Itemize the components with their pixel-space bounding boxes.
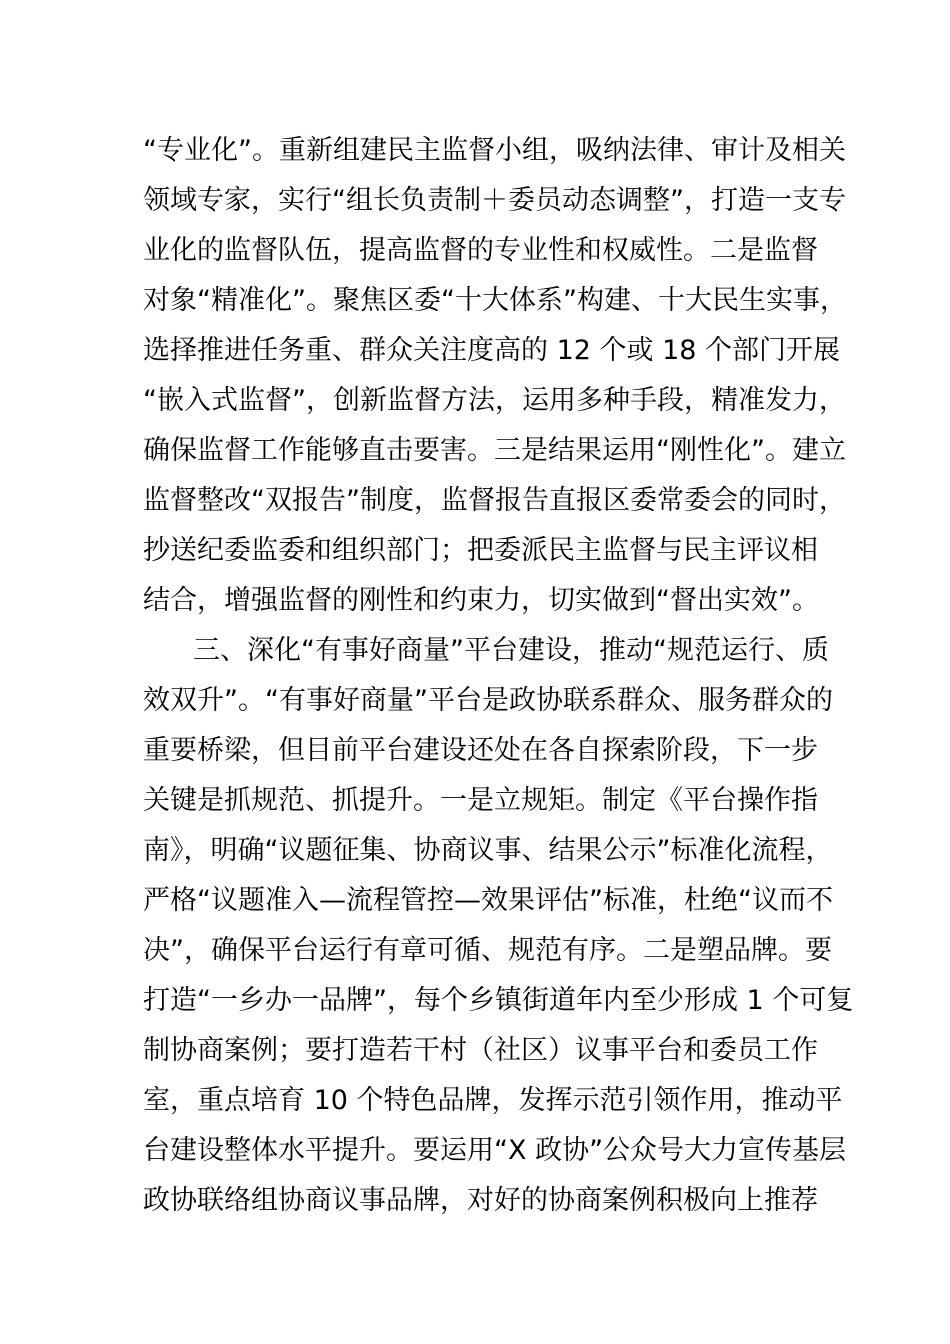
text-line: “专业化”。重新组建民主监督小组，吸纳法律、审计及相关 — [143, 135, 846, 166]
text-line: 监督整改“双报告”制度，监督报告直报区委常委会的同时， — [143, 485, 846, 516]
text-line: 结合，增强监督的刚性和约束力，切实做到“督出实效”。 — [143, 585, 819, 616]
text-line: 政协联络组协商议事品牌，对好的协商案例积极向上推荐 — [143, 1185, 818, 1216]
text-line: 制协商案例；要打造若干村（社区）议事平台和委员工作 — [143, 1035, 818, 1066]
text-line: 重要桥梁，但目前平台建设还处在各自探索阶段，下一步 — [143, 735, 818, 766]
text-line: 业化的监督队伍，提高监督的专业性和权威性。二是监督 — [143, 235, 818, 266]
document-body — [143, 126, 854, 1226]
text-line: 室，重点培育 10 个特色品牌，发挥示范引领作用，推动平 — [143, 1085, 843, 1116]
text-line: 关键是抓规范、抓提升。一是立规矩。制定《平台操作指 — [143, 785, 818, 816]
text-line: 严格“议题准入—流程管控—效果评估”标准，杜绝“议而不 — [143, 885, 833, 916]
text-line: 抄送纪委监委和组织部门；把委派民主监督与民主评议相 — [143, 535, 818, 566]
paragraph-heading-line: 三、深化“有事好商量”平台建设，推动“规范运行、质 — [193, 635, 829, 666]
text-line: 领域专家，实行“组长负责制＋委员动态调整”，打造一支专 — [143, 185, 846, 216]
text-line: 选择推进任务重、群众关注度高的 12 个或 18 个部门开展 — [143, 335, 841, 366]
text-line: 打造“一乡办一品牌”，每个乡镇街道年内至少形成 1 个可复 — [143, 985, 854, 1016]
text-line: 效双升”。“有事好商量”平台是政协联系群众、服务群众的 — [143, 685, 833, 716]
text-line: 对象“精准化”。聚焦区委“十大体系”构建、十大民生实事， — [143, 285, 847, 316]
text-line: “嵌入式监督”，创新监督方法，运用多种手段，精准发力， — [143, 385, 846, 416]
text-line: 南》，明确“议题征集、协商议事、结果公示”标准化流程， — [143, 835, 833, 866]
text-line: 确保监督工作能够直击要害。三是结果运用“刚性化”。建立 — [143, 435, 846, 466]
text-line: 台建设整体水平提升。要运用“X 政协”公众号大力宣传基层 — [143, 1135, 847, 1166]
text-line: 决”，确保平台运行有章可循、规范有序。二是塑品牌。要 — [143, 935, 832, 966]
